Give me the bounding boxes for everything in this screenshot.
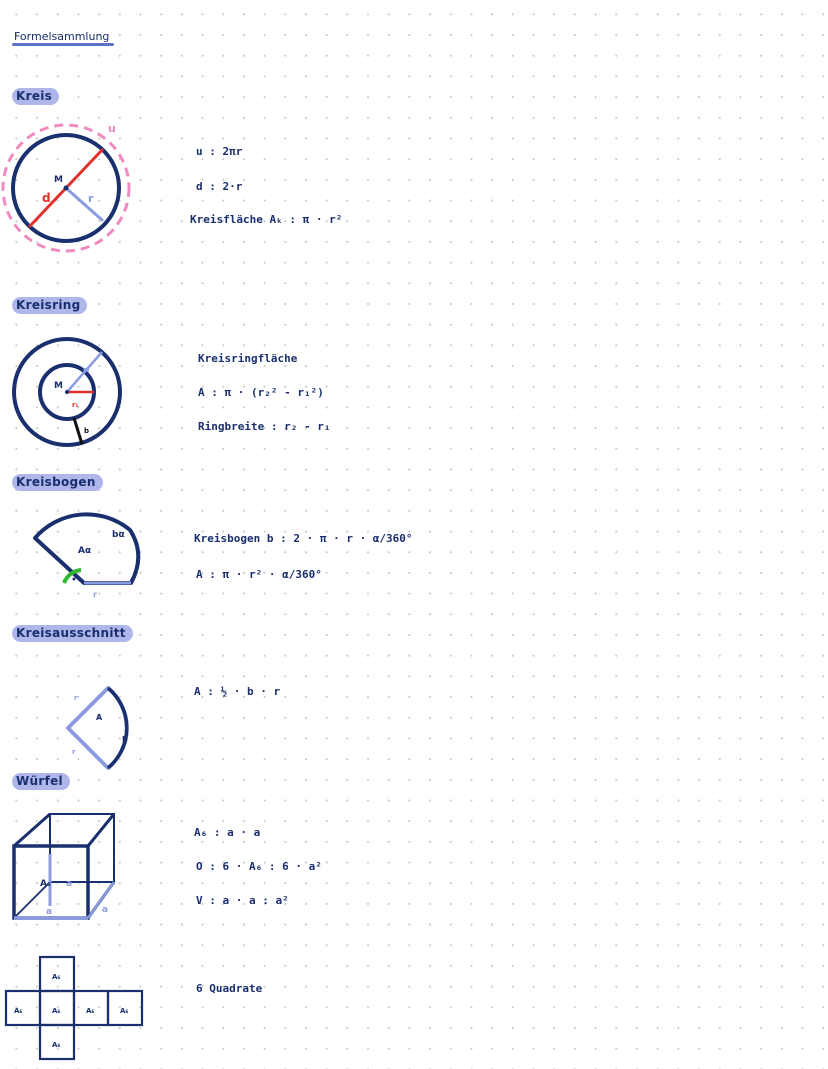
net-label-left: A₆: [14, 1007, 23, 1015]
formula-oberflaeche: O : 6 · A₆ : 6 · a²: [196, 860, 322, 873]
formula-umfang: u : 2πr: [196, 145, 243, 158]
net-label-top: A₆: [52, 973, 61, 981]
formula-ringbreite: Ringbreite : r₂ - r₁: [198, 420, 331, 433]
cube-label-a3: a: [102, 905, 109, 915]
cube-label-a6: A₆: [40, 879, 51, 889]
circle-figure: [0, 118, 140, 258]
cube-net-figure: [4, 955, 144, 1063]
sector-label-r2: r: [72, 748, 76, 756]
heading-kreis: Kreis: [12, 88, 59, 105]
arc-label-r: r: [93, 590, 97, 599]
circle-label-m: M: [54, 175, 63, 185]
formula-bogenlaenge: Kreisbogen b : 2 · π · r · α/360°: [194, 532, 413, 545]
formula-ringflaeche: A : π · (r₂² - r₁²): [198, 386, 324, 399]
sector-label-b: b: [122, 735, 128, 744]
net-label-center: A₆: [52, 1007, 61, 1015]
ring-label-r2: r₂: [83, 366, 90, 374]
net-label-right1: A₆: [86, 1007, 95, 1015]
formula-ringflaeche-label: Kreisringfläche: [198, 352, 298, 365]
circle-label-d: d: [42, 191, 51, 205]
net-label-bottom: A₆: [52, 1041, 61, 1049]
net-label-right2: A₆: [120, 1007, 129, 1015]
cube-label-a2: a: [46, 907, 53, 917]
ring-label-m: M: [54, 381, 63, 391]
arc-label-a: Aα: [78, 546, 92, 556]
formula-seitenflaeche: A₆ : a · a: [194, 826, 261, 839]
arc-figure: [20, 515, 150, 605]
formula-durchmesser: d : 2·r: [196, 180, 243, 193]
cube-figure: [6, 806, 136, 926]
circle-label-r: r: [88, 192, 94, 205]
heading-kreisring: Kreisring: [12, 297, 87, 314]
sector-figure: [60, 680, 150, 780]
formula-bogenflaeche: A : π · r² · α/360°: [196, 568, 322, 581]
ring-label-b: b: [84, 427, 90, 435]
heading-kreisausschnitt: Kreisausschnitt: [12, 625, 133, 642]
ring-figure: [0, 330, 140, 450]
arc-label-b: bα: [112, 530, 125, 540]
sector-label-r1: r: [74, 694, 78, 702]
net-description: 6 Quadrate: [196, 982, 263, 995]
title-underline: [12, 43, 114, 46]
circle-label-u: u: [108, 122, 116, 135]
formula-volumen: V : a · a : a²: [196, 894, 289, 907]
page-title: Formelsammlung: [14, 30, 110, 43]
cube-label-a1: a: [66, 879, 73, 889]
heading-kreisbogen: Kreisbogen: [12, 474, 103, 491]
ring-label-r1: r₁: [72, 401, 79, 409]
heading-wuerfel: Würfel: [12, 773, 70, 790]
formula-kreisflaeche: Kreisfläche Aₖ : π · r²: [190, 213, 343, 226]
formula-sektorflaeche: A : ½ · b · r: [194, 685, 281, 698]
sector-label-a: A: [96, 713, 103, 722]
